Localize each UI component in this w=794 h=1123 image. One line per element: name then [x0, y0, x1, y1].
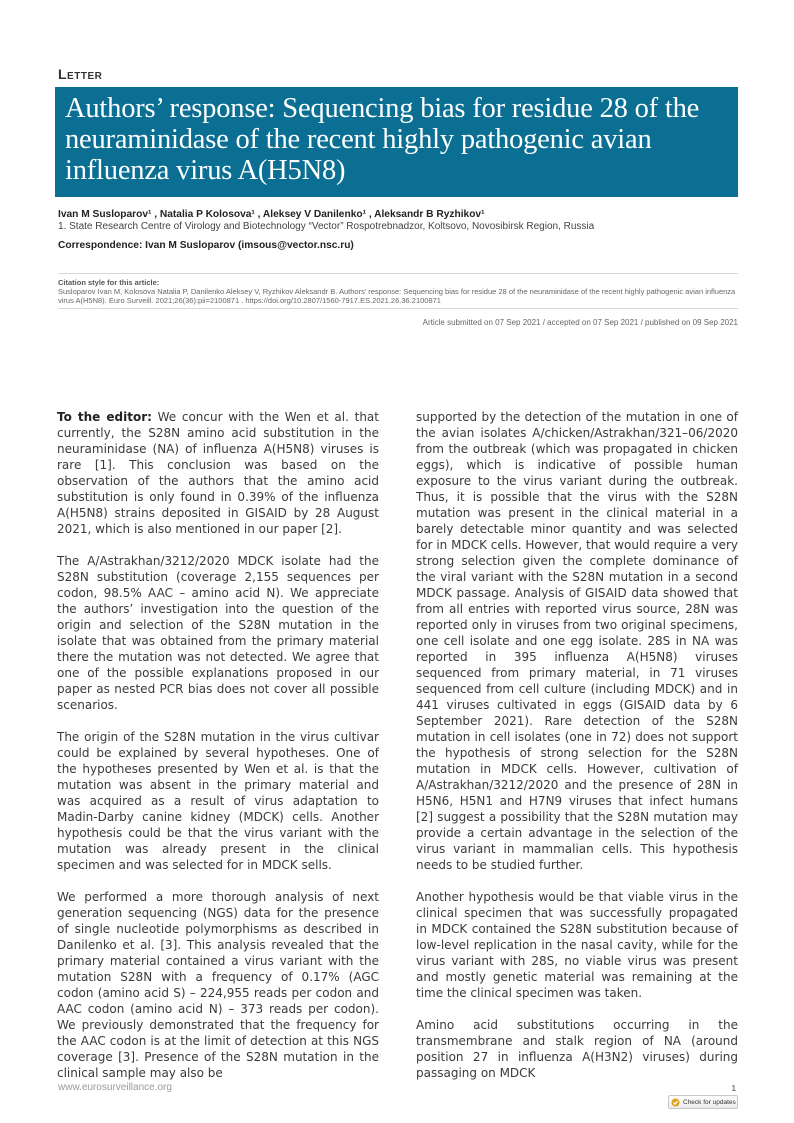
page-number: 1 — [731, 1084, 736, 1093]
paragraph: The origin of the S28N mutation in the virus cultivar could be explained by several hypotheses. One of the hypotheses presented by Wen et al. is that the mutation was absent in the primary material and was acquired as a result of virus adaptation to Madin-Darby canine kidney (MDCK) cells. Another hypothesis could be that the virus variant with the mutation was already present in the clinical specimen and was selected for in MDCK sells. — [57, 730, 379, 872]
body-column-left — [57, 409, 379, 1081]
article-dates: Article submitted on 07 Sep 2021 / accepted on 07 Sep 2021 / published on 09 Sep 2021 — [422, 318, 738, 327]
affiliation: 1. State Research Centre of Virology and Biotechnology “Vector” Rospotrebnadzor, Koltsovo, Novosibirsk Region, Russia — [58, 221, 595, 232]
crossmark-icon — [671, 1098, 680, 1107]
paragraph: We performed a more thorough analysis of next generation sequencing (NGS) data for the presence of single nucleotide polymorphisms as described in Danilenko et al. [3]. This analysis revealed that the primary material contained a virus variant with the mutation S28N with a frequency of 0.17% (AGC codon (amino acid S) – 224,955 reads per codon and AAC codon (amino acid N) – 373 reads per codon). We previously demonstrated that the frequency for the AAC codon is at the limit of detection at this NGS coverage [3]. Presence of the S28N mutation in the clinical sample may also be — [57, 890, 379, 1080]
section-label: Letter — [58, 66, 103, 82]
editor-salutation: To the editor: — [57, 410, 152, 424]
citation-block — [58, 278, 738, 305]
paragraph: supported by the detection of the mutation in one of the avian isolates A/chicken/Astrakhan/321–06/2020 from the outbreak (which was propagated in chicken eggs), which is indicative of possible human exposure to the virus variant during the outbreak. Thus, it is possible that the virus with the S28N mutation was present in the clinical material in a barely detectable minor quantity and was selected for in MDCK cells. However, that would require a very strong selection given the complete dominance of the viral variant with the S28N mutation in a second MDCK passage. Analysis of GISAID data showed that from all entries with reported virus source, 28N was reported only in viruses from two original specimens, one cell isolate and one egg isolate. 28S in NA was reported in 395 influenza A(H5N8) viruses sequenced from primary material, in 71 viruses sequenced from cell culture (including MDCK) and in 441 viruses cultivated in eggs (GISAID data by 6 September 2021). Rare detection of the S28N mutation in cell isolates (one in 72) does not support the hypothesis of strong selection for the S28N mutation in MDCK cells. However, cultivation of A/Astrakhan/3212/2020 and the presence of 28N in H5N6, H5N1 and H7N9 viruses that infect humans [2] suggest a possibility that the S28N mutation may provide a certain advantage in the selection of the virus variant in mammalian cells. This hypothesis needs to be studied further. — [416, 410, 738, 872]
citation-heading: Citation style for this article: — [58, 278, 160, 287]
divider-bottom — [58, 308, 738, 309]
author-list: Ivan M Susloparov¹ , Natalia P Kolosova¹ , Aleksey V Danilenko¹ , Aleksandr B Ryzhikov¹ — [58, 209, 485, 220]
body-column-right — [416, 409, 738, 1081]
divider-top — [58, 273, 738, 274]
article-title: Authors’ response: Sequencing bias for residue 28 of the neuraminidase of the recent highly pathogenic avian influenza virus A(H5N8) — [65, 93, 700, 186]
paragraph: The A/Astrakhan/3212/2020 MDCK isolate had the S28N substitution (coverage 2,155 sequences per codon, 98.5% AAC – amino acid N). We appreciate the authors’ investigation into the question of the origin and selection of the S28N mutation in the isolate that was obtained from the primary material there the mutation was not detected. We agree that one of the possible explanations proposed in our paper as nested PCR bias does not cover all possible scenarios. — [57, 554, 379, 712]
correspondence: Correspondence: Ivan M Susloparov (imsous@vector.nsc.ru) — [58, 240, 354, 251]
paragraph: Another hypothesis would be that viable virus in the clinical specimen that was successfully propagated in MDCK contained the S28N substitution because of low-level replication in the nasal cavity, while for the virus variant with 28S, no viable virus was present and mostly genetic material was remaining at the time the clinical specimen was taken. — [416, 890, 738, 1000]
citation-text: Susloparov Ivan M, Kolosova Natalia P, Danilenko Aleksey V, Ryzhikov Aleksandr B. Authors’ response: Sequencing bias for residue 28 of the neuraminidase of the recent highly pathogenic avian influenza virus A(H5N8). Euro Surveill. 2021;26(36):pii=2100871 . https://doi.org/10.2807/1560-7917.ES.2021.26.36.2100871 — [58, 287, 736, 305]
paragraph: Amino acid substitutions occurring in the transmembrane and stalk region of NA (around position 27 in influenza A(H3N2) viruses) during passaging on MDCK — [416, 1018, 738, 1080]
paragraph — [57, 409, 379, 537]
check-for-updates-button[interactable] — [668, 1095, 738, 1109]
check-for-updates-label: Check for updates — [683, 1098, 736, 1106]
footer-url[interactable]: www.eurosurveillance.org — [58, 1082, 172, 1093]
paragraph-text: We concur with the Wen et al. that currently, the S28N amino acid substitution in the neuraminidase (NA) of influenza A(H5N8) viruses is rare [1]. This conclusion was based on the observation of the authors that the amino acid substitution is only found in 0.39% of the influenza A(H5N8) strains deposited in GISAID by 28 August 2021, which is also mentioned in our paper [2]. — [57, 410, 379, 536]
title-banner — [55, 87, 738, 197]
